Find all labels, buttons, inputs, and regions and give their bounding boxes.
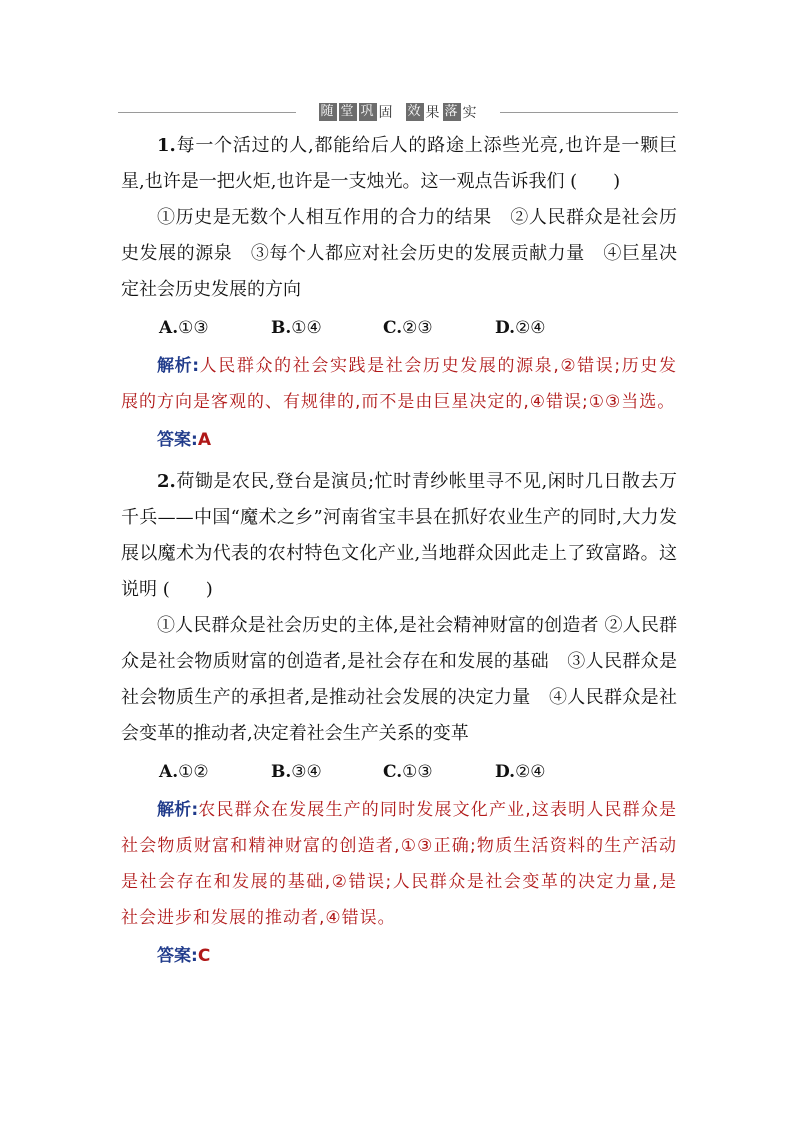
banner-rule-left bbox=[118, 112, 296, 113]
option-d[interactable]: D.②④ bbox=[495, 762, 546, 782]
option-c[interactable]: C.①③ bbox=[383, 762, 433, 782]
analysis-label: 解析: bbox=[157, 356, 200, 376]
analysis-text: 解析:农民群众在发展生产的同时发展文化产业,这表明人民群众是社会物质财富和精神财富的创造者,①③正确;物质生活资料的生产活动是社会存在和发展的基础,②错误;人民群众是社会变革的决定力量,是社会进步和发展的推动者,④错误。 bbox=[121, 800, 677, 928]
analysis-label: 解析: bbox=[157, 800, 199, 820]
option-a[interactable]: A.①② bbox=[159, 762, 209, 782]
answer-options bbox=[121, 754, 677, 790]
banner-title bbox=[308, 99, 488, 125]
question-2 bbox=[121, 464, 677, 974]
answer-value: A bbox=[197, 430, 211, 450]
question-list bbox=[121, 128, 677, 974]
question-stem bbox=[121, 128, 677, 200]
banner-char: 实 bbox=[462, 105, 478, 121]
banner-char: 堂 bbox=[340, 104, 355, 119]
banner-char: 随 bbox=[320, 104, 335, 119]
analysis-text: 解析:人民群众的社会实践是社会历史发展的源泉,②错误;历史发展的方向是客观的、有规律的,而不是由巨星决定的,④错误;①③当选。 bbox=[121, 356, 677, 412]
option-d[interactable]: D.②④ bbox=[495, 318, 546, 338]
question-1 bbox=[121, 128, 677, 458]
answer-label: 答案: bbox=[157, 946, 198, 966]
question-statements: ①人民群众是社会历史的主体,是社会精神财富的创造者 ②人民群众是社会物质财富的创造者,是社会存在和发展的基础 ③人民群众是社会物质生产的承担者,是推动社会发展的决定力量 ④人民群众是社会变革的推动者,决定着社会生产关系的变革 bbox=[121, 615, 677, 744]
banner-char: 落 bbox=[444, 104, 459, 119]
question-text: 荷锄是农民,登台是演员;忙时青纱帐里寻不见,闲时几日散去万千兵——中国“魔术之乡”河南省宝丰县在抓好农业生产的同时,大力发展以魔术为代表的农村特色文化产业,当地群众因此走上了致富路。这说明 ( ) bbox=[121, 471, 677, 600]
question-text: 每一个活过的人,都能给后人的路途上添些光亮,也许是一颗巨星,也许是一把火炬,也许是一支烛光。这一观点告诉我们 ( ) bbox=[121, 135, 677, 192]
banner-char: 效 bbox=[407, 104, 422, 119]
question-stem bbox=[121, 464, 677, 608]
option-a[interactable]: A.①③ bbox=[159, 318, 209, 338]
question-statements: ①历史是无数个人相互作用的合力的结果 ②人民群众是社会历史发展的源泉 ③每个人都应对社会历史的发展贡献力量 ④巨星决定社会历史发展的方向 bbox=[121, 207, 677, 300]
answer-line bbox=[157, 938, 677, 974]
banner-char: 果 bbox=[425, 105, 441, 121]
question-number: 2. bbox=[157, 471, 176, 492]
banner-rule-right bbox=[500, 112, 678, 113]
banner-char: 巩 bbox=[360, 104, 375, 119]
banner-char: 固 bbox=[378, 105, 394, 121]
answer-label: 答案: bbox=[157, 430, 198, 450]
option-b[interactable]: B.①④ bbox=[271, 318, 322, 338]
question-number: 1. bbox=[157, 135, 176, 156]
answer-line bbox=[157, 422, 677, 458]
option-c[interactable]: C.②③ bbox=[383, 318, 433, 338]
answer-value: C bbox=[197, 946, 211, 966]
answer-options bbox=[121, 310, 677, 346]
option-b[interactable]: B.③④ bbox=[271, 762, 322, 782]
section-banner bbox=[118, 99, 678, 125]
